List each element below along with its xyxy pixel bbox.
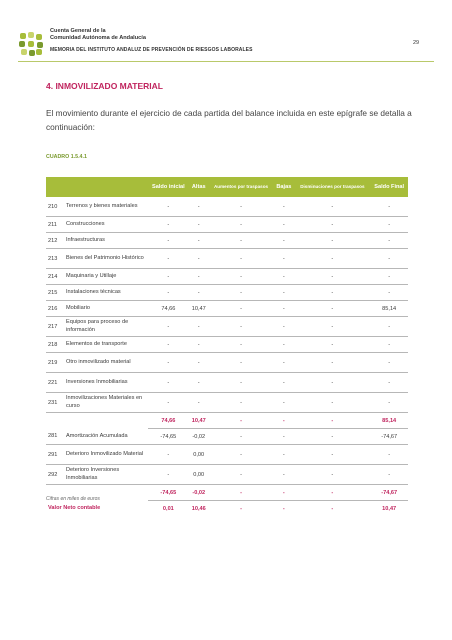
junta-andalucia-logo-icon <box>18 31 44 57</box>
value-cell: - <box>148 445 189 465</box>
value-cell: - <box>294 249 370 269</box>
net-value-row <box>46 501 408 517</box>
value-cell: 0,00 <box>189 445 209 465</box>
account-code: 210 <box>46 197 64 217</box>
value-cell: - <box>148 285 189 301</box>
value-cell: - <box>273 337 294 353</box>
account-code: 213 <box>46 249 64 269</box>
value-cell: - <box>209 197 274 217</box>
value-cell: - <box>294 353 370 373</box>
value-cell: - <box>209 317 274 337</box>
net-value-cell: 10,46 <box>191 505 206 512</box>
value-cell: - <box>273 429 294 445</box>
header-org-line1: Cuenta General de la <box>50 28 106 34</box>
value-cell: - <box>294 233 370 249</box>
net-value-cell: 10,47 <box>382 505 397 512</box>
value-cell: - <box>294 301 370 317</box>
account-code: 221 <box>46 373 64 393</box>
value-cell: - <box>273 217 294 233</box>
table-row <box>46 197 408 217</box>
value-cell: - <box>273 353 294 373</box>
value-cell: - <box>294 317 370 337</box>
header-subtitle: MEMORIA DEL INSTITUTO ANDALUZ DE PREVENCIÓN DE RIESGOS LABORALES <box>50 47 253 53</box>
value-cell: - <box>294 197 370 217</box>
subtotal-row-gross <box>46 413 408 429</box>
table-row <box>46 337 408 353</box>
value-cell: - <box>189 353 209 373</box>
total-value-cell: - <box>273 413 294 429</box>
value-cell: - <box>148 465 189 485</box>
account-name: Amortización Acumulada <box>64 429 148 445</box>
total-value-cell: -74,67 <box>370 485 408 501</box>
account-code: 216 <box>46 301 64 317</box>
table-row <box>46 353 408 373</box>
value-cell: - <box>370 353 408 373</box>
value-cell: - <box>370 197 408 217</box>
value-cell: - <box>189 285 209 301</box>
account-name: Otro inmovilizado material <box>64 353 148 373</box>
value-cell: - <box>370 393 408 413</box>
value-cell: - <box>209 353 274 373</box>
net-value-cell: - <box>240 505 242 512</box>
table-row <box>46 317 408 337</box>
table-row <box>46 233 408 249</box>
table-row <box>46 249 408 269</box>
table-row <box>46 429 408 445</box>
value-cell: - <box>370 465 408 485</box>
value-cell: - <box>148 393 189 413</box>
value-cell: - <box>209 337 274 353</box>
value-cell: - <box>209 429 274 445</box>
header-divider <box>18 61 434 62</box>
header-blank-cell <box>46 177 148 197</box>
account-code: 281 <box>46 429 64 445</box>
value-cell: - <box>294 393 370 413</box>
account-name: Elementos de transporte <box>64 337 148 353</box>
total-value-cell: - <box>273 485 294 501</box>
account-name: Construcciones <box>64 217 148 233</box>
total-value-cell: -0,02 <box>189 485 209 501</box>
page-number: 29 <box>413 40 420 46</box>
net-value-cell: - <box>282 505 285 512</box>
account-code: 215 <box>46 285 64 301</box>
account-name: Terrenos y bienes materiales <box>64 197 148 217</box>
value-cell: - <box>273 465 294 485</box>
table-header-row <box>46 177 408 197</box>
account-name: Deterioro Inmovilizado Material <box>64 445 148 465</box>
header-altas: Altas <box>189 177 209 197</box>
value-cell: - <box>370 269 408 285</box>
value-cell: - <box>294 445 370 465</box>
account-code: 218 <box>46 337 64 353</box>
total-value-cell: - <box>294 413 370 429</box>
total-value-cell: - <box>209 485 274 501</box>
account-code: 217 <box>46 317 64 337</box>
value-cell: - <box>209 285 274 301</box>
value-cell: - <box>209 269 274 285</box>
value-cell: - <box>273 373 294 393</box>
value-cell: - <box>148 373 189 393</box>
value-cell: - <box>273 269 294 285</box>
value-cell: - <box>294 337 370 353</box>
header-org-line2: Comunidad Autónoma de Andalucía <box>50 35 146 41</box>
total-value-cell: - <box>294 485 370 501</box>
header-aumentos: Aumentos por traspasos <box>209 177 274 197</box>
net-value-cell: 0,01 <box>162 505 174 512</box>
value-cell: - <box>370 233 408 249</box>
value-cell: - <box>148 353 189 373</box>
subtotal-row-amortization <box>46 485 408 501</box>
value-cell: - <box>189 393 209 413</box>
inmovilizado-table <box>46 177 408 516</box>
value-cell: - <box>273 285 294 301</box>
total-value-cell: 85,14 <box>370 413 408 429</box>
account-name: Bienes del Patrimonio Histórico <box>64 249 148 269</box>
account-name: Deterioro Inversiones Inmobiliarias <box>64 465 148 485</box>
value-cell: - <box>209 373 274 393</box>
total-value-cell: 10,47 <box>189 413 209 429</box>
value-cell: - <box>294 429 370 445</box>
value-cell: - <box>148 249 189 269</box>
table-row <box>46 465 408 485</box>
table-row <box>46 393 408 413</box>
table-row <box>46 301 408 317</box>
value-cell: - <box>273 197 294 217</box>
account-name: Mobiliario <box>64 301 148 317</box>
account-code: 214 <box>46 269 64 285</box>
value-cell: - <box>294 465 370 485</box>
value-cell: - <box>189 233 209 249</box>
table-row <box>46 373 408 393</box>
total-value-cell: - <box>209 413 274 429</box>
value-cell: - <box>189 269 209 285</box>
value-cell: -74,67 <box>370 429 408 445</box>
account-name: Inmovilizaciones Materiales en curso <box>64 393 148 413</box>
value-cell: -74,65 <box>148 429 189 445</box>
total-value-cell: -74,65 <box>148 485 189 501</box>
value-cell: 0,00 <box>189 465 209 485</box>
value-cell: - <box>273 317 294 337</box>
value-cell: - <box>370 285 408 301</box>
total-blank-cell <box>46 413 148 429</box>
account-code: 211 <box>46 217 64 233</box>
value-cell: - <box>209 249 274 269</box>
value-cell: - <box>189 337 209 353</box>
value-cell: - <box>148 197 189 217</box>
value-cell: - <box>209 217 274 233</box>
account-name: Instalaciones técnicas <box>64 285 148 301</box>
value-cell: - <box>148 337 189 353</box>
account-name: Equipos para proceso de información <box>64 317 148 337</box>
value-cell: - <box>189 373 209 393</box>
table-row <box>46 269 408 285</box>
account-name: Inversiones Inmobiliarias <box>64 373 148 393</box>
header-saldo-inicial: Saldo inicial <box>148 177 189 197</box>
section-title: 4. INMOVILIZADO MATERIAL <box>46 81 163 91</box>
value-cell: 10,47 <box>189 301 209 317</box>
value-cell: - <box>370 317 408 337</box>
header-saldo-final: Saldo Final <box>370 177 408 197</box>
account-code: 219 <box>46 353 64 373</box>
value-cell: 74,66 <box>148 301 189 317</box>
header-disminuciones: Disminuciones por traspasos <box>294 177 370 197</box>
value-cell: - <box>370 373 408 393</box>
footnote: Cifras en miles de euros <box>46 496 100 502</box>
account-code: 212 <box>46 233 64 249</box>
value-cell: - <box>148 217 189 233</box>
value-cell: - <box>294 373 370 393</box>
value-cell: -0,02 <box>189 429 209 445</box>
value-cell: - <box>370 337 408 353</box>
value-cell: - <box>273 233 294 249</box>
table-row <box>46 285 408 301</box>
value-cell: - <box>209 465 274 485</box>
value-cell: - <box>209 233 274 249</box>
value-cell: - <box>209 393 274 413</box>
value-cell: - <box>273 249 294 269</box>
value-cell: - <box>189 317 209 337</box>
net-value-label: Valor Neto contable <box>48 505 101 512</box>
table-row <box>46 445 408 465</box>
header-bajas: Bajas <box>273 177 294 197</box>
total-value-cell: 74,66 <box>148 413 189 429</box>
value-cell: - <box>273 445 294 465</box>
value-cell: - <box>189 249 209 269</box>
value-cell: - <box>294 269 370 285</box>
value-cell: - <box>273 301 294 317</box>
value-cell: - <box>370 445 408 465</box>
value-cell: - <box>294 217 370 233</box>
table-caption: CUADRO 1.5.4.1 <box>46 154 87 160</box>
net-value-cell: - <box>331 505 334 512</box>
value-cell: 85,14 <box>370 301 408 317</box>
value-cell: - <box>209 445 274 465</box>
value-cell: - <box>148 317 189 337</box>
value-cell: - <box>189 197 209 217</box>
value-cell: - <box>294 285 370 301</box>
value-cell: - <box>209 301 274 317</box>
account-name: Maquinaria y Utillaje <box>64 269 148 285</box>
value-cell: - <box>148 233 189 249</box>
account-code: 292 <box>46 465 64 485</box>
value-cell: - <box>273 393 294 413</box>
account-code: 291 <box>46 445 64 465</box>
table-row <box>46 217 408 233</box>
account-code: 231 <box>46 393 64 413</box>
intro-paragraph: El movimiento durante el ejercicio de cada partida del balance incluida en este epígrafe se detalla a continuación: <box>46 108 412 132</box>
account-name: Infraestructuras <box>64 233 148 249</box>
value-cell: - <box>370 249 408 269</box>
value-cell: - <box>189 217 209 233</box>
value-cell: - <box>370 217 408 233</box>
value-cell: - <box>148 269 189 285</box>
